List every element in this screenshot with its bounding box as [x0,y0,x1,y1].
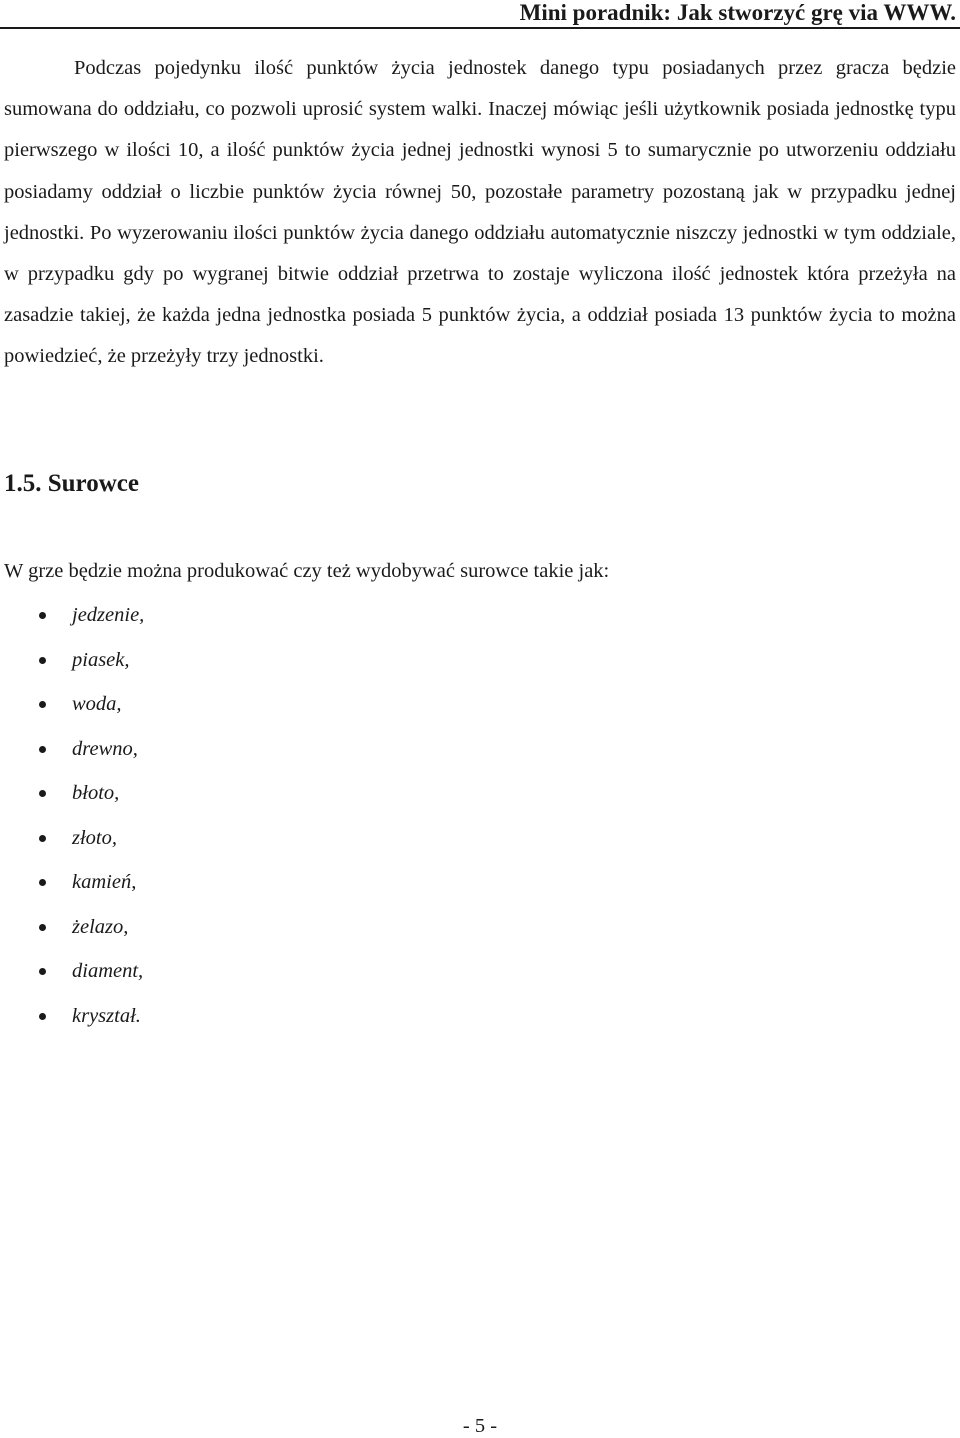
bullet-icon [39,790,46,797]
resource-list [0,593,144,1038]
header-rule [0,27,960,29]
bullet-icon [39,746,46,753]
list-item [0,994,144,1039]
bullet-icon [39,612,46,619]
body-paragraph: Podczas pojedynku ilość punktów życia jednostek danego typu posiadanych przez gracza będzie sumowana do oddziału, co pozwoli uprosić system walki. Inaczej mówiąc jeśli użytkownik posiada jednostkę typu pierwszego w ilości 10, a ilość punktów życia jednej jednostki wynosi 5 to sumarycznie po utworzeniu oddziału posiadamy oddział o liczbie punktów życia równej 50, pozostałe parametry pozostaną jak w przypadku jednej jednostki. Po wyzerowaniu ilości punktów życia danego oddziału automatycznie niszczy jednostki w tym oddziale, w przypadku gdy po wygranej bitwie oddział przetrwa to zostaje wyliczona ilość jednostek która przeżyła na zasadzie takiej, że każda jedna jednostka posiada 5 punktów życia, a oddział posiada 13 punktów życia to można powiedzieć, że przeżyły trzy jednostki. [4,57,956,368]
list-item [0,816,144,861]
list-item [0,860,144,905]
page-number: - 5 - [462,1415,498,1437]
list-item-label: żelazo, [72,915,129,938]
bullet-icon [39,968,46,975]
running-header: Mini poradnik: Jak stworzyć grę via WWW. [519,0,956,25]
list-item-label: kryształ. [72,1004,141,1027]
list-item-label: woda, [72,693,122,715]
section-heading: 1.5. Surowce [4,470,139,497]
list-item [0,727,144,772]
list-item [0,949,144,994]
list-item [0,593,144,638]
list-item-label: błoto, [72,782,120,804]
bullet-icon [39,835,46,842]
section-intro: W grze będzie można produkować czy też wydobywać surowce takie jak: [4,560,610,582]
list-item-label: drewno, [72,737,138,760]
bullet-icon [39,701,46,708]
bullet-icon [39,657,46,664]
list-item [0,638,144,683]
list-item-label: kamień, [72,871,137,893]
bullet-icon [39,1013,46,1020]
list-item-label: jedzenie, [72,604,145,626]
list-item-label: złoto, [72,826,117,849]
bullet-icon [39,924,46,931]
list-item [0,682,144,727]
list-item-label: diament, [72,960,144,982]
list-item [0,905,144,950]
list-item [0,771,144,816]
list-item-label: piasek, [72,648,130,671]
bullet-icon [39,879,46,886]
